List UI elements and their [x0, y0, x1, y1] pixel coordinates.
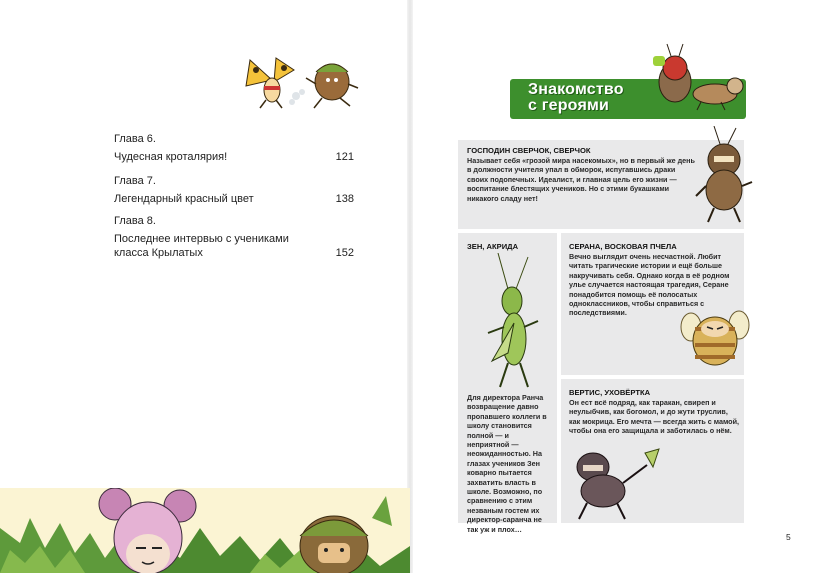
- header-title-line1: Знакомство: [528, 81, 624, 98]
- character-card-cricket: [458, 140, 744, 229]
- toc-entry[interactable]: [114, 214, 354, 260]
- toc-chapter-title: Чудесная кроталярия!: [114, 151, 228, 163]
- character-description: Для директора Ранча возвращение давно пропавшего коллеги в школу становится полной — и неприятной — неожиданностью. На глазах учеников Зен коварно пытается захватить власть в школе. Возможно, по сравнению с этим незваным гостем их директор-саранча не так уж и плох…: [467, 393, 547, 534]
- character-name: ВЕРТИС, УХОВЁРТКА: [569, 388, 651, 397]
- wax-bee-illustration: [679, 299, 751, 369]
- character-card-zen: [458, 233, 557, 534]
- toc-chapter-label: Глава 8.: [114, 215, 156, 227]
- page-number: 5: [786, 532, 791, 542]
- character-description: Называет себя «грозой мира насекомых», но в первый же день в должности учителя упал в обморок, испугавшись драки своих подопечных. Идеалист, и главная цель его жизни — воспитание блестящих учеников. Но с этими букашками никакого сладу нет!: [467, 156, 695, 203]
- toc-entry[interactable]: [114, 132, 354, 164]
- grasshopper-illustration: [478, 253, 548, 393]
- earwig-illustration: [567, 445, 663, 521]
- toc-page-number: 152: [335, 247, 354, 259]
- header-title-line2: с героями: [528, 97, 610, 114]
- character-description: Вечно выглядит очень несчастной. Любит читать трагические истории и ещё больше накручивать себя. Однако когда в её родном улье случается настоящая трагедия, Серане понадобится помощь её полосатых одноклассников, чтобы справиться с последствиями.: [569, 252, 730, 318]
- bottom-illustration-strip: [0, 488, 410, 573]
- header-bugs-illustration: [645, 42, 755, 112]
- character-name: ЗЕН, АКРИДА: [467, 242, 519, 251]
- toc-chapter-title: Последнее интервью с учениками класса Крылатых: [114, 233, 289, 259]
- character-card-serana: [561, 233, 744, 375]
- toc-page-number: 121: [335, 151, 354, 163]
- header-title: [528, 82, 624, 114]
- toc-chapter-label: Глава 7.: [114, 175, 156, 187]
- toc-chapter-title: Легендарный красный цвет: [114, 193, 254, 205]
- right-page: [410, 0, 819, 573]
- character-description: Он ест всё подряд, как таракан, свиреп и неулыбчив, как богомол, и до жути труслив, как мокрица. Его мечта — всегда жить с мамой, чтобы она его защищала и заботилась о нём.: [569, 398, 739, 436]
- character-card-vertis: [561, 379, 744, 523]
- character-name: СЕРАНА, ВОСКОВАЯ ПЧЕЛА: [569, 242, 677, 251]
- toc-page-number: 138: [335, 193, 354, 205]
- character-name: ГОСПОДИН СВЕРЧОК, СВЕРЧОК: [467, 146, 591, 155]
- toc-entry[interactable]: [114, 174, 354, 206]
- butterfly-and-bug-illustration: [232, 52, 362, 112]
- cricket-illustration: [694, 126, 754, 226]
- toc-chapter-label: Глава 6.: [114, 133, 156, 145]
